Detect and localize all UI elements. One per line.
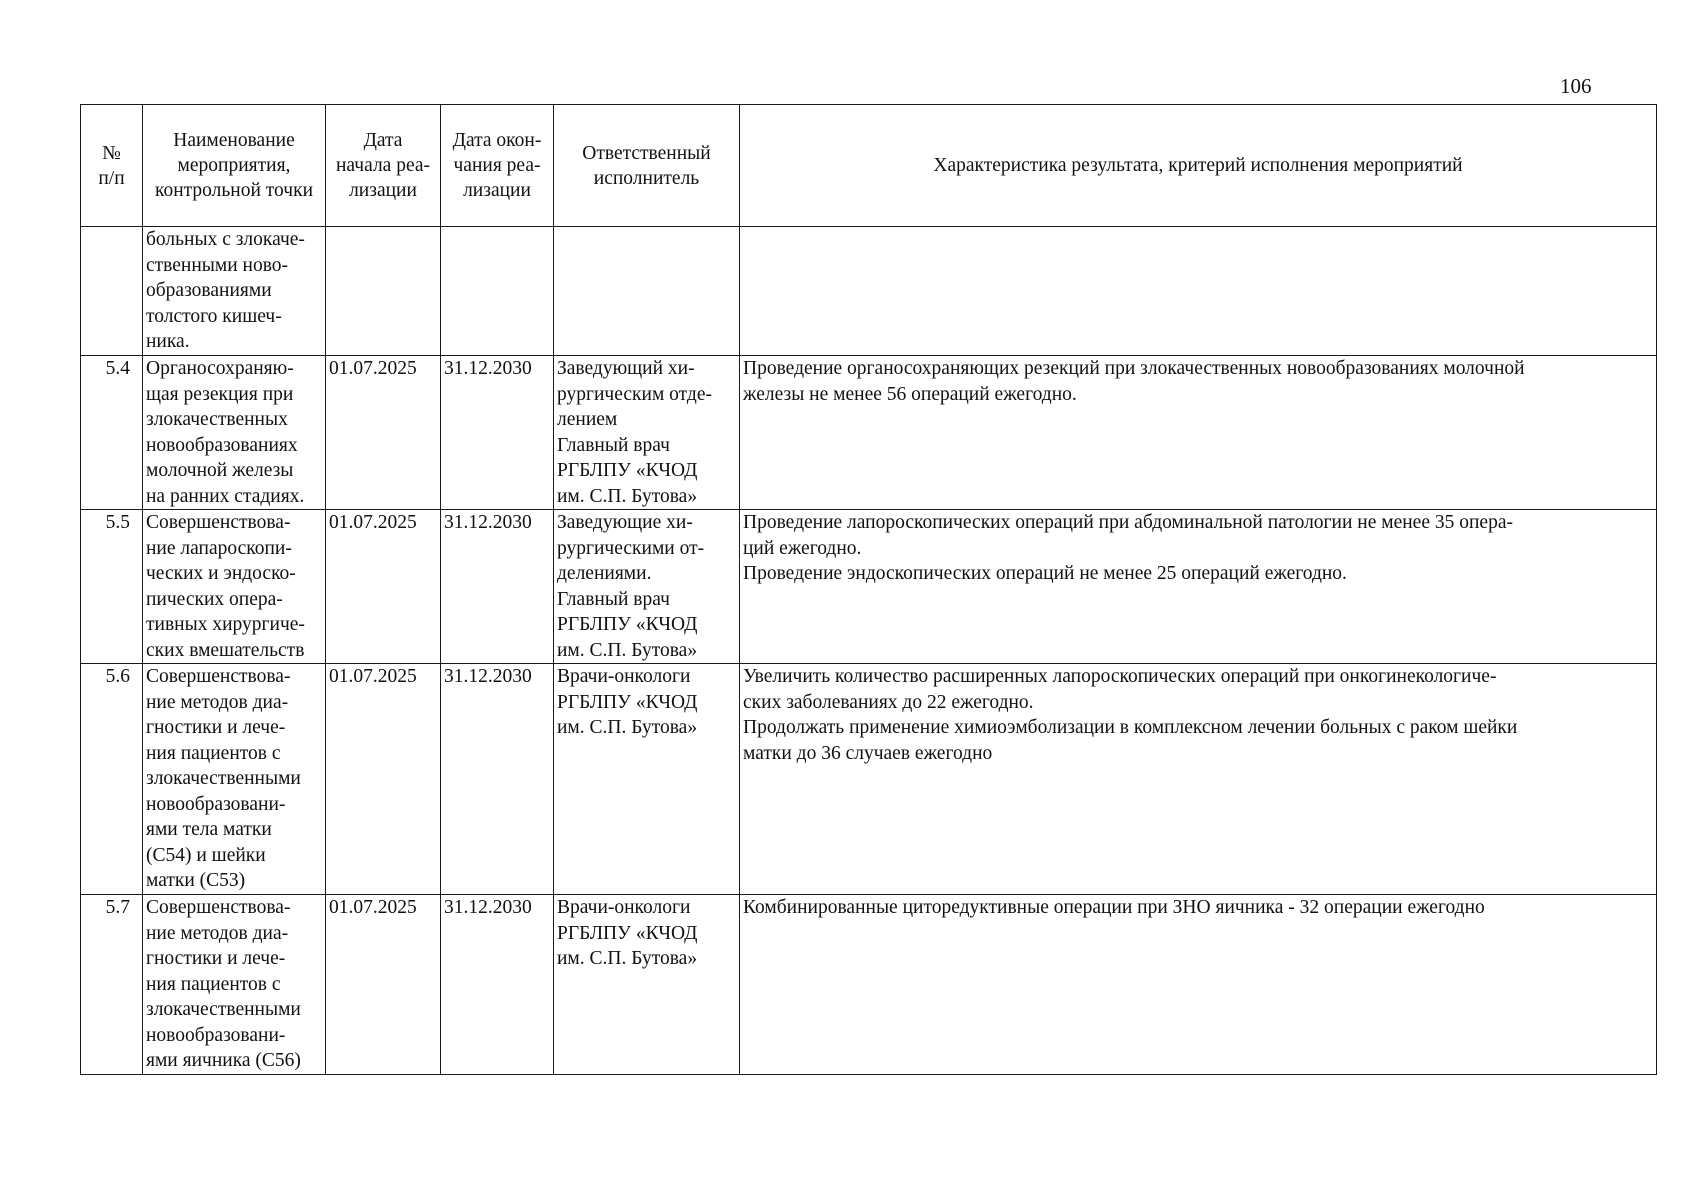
- cell-end: 31.12.2030: [441, 664, 554, 895]
- cell-start: 01.07.2025: [326, 510, 441, 664]
- cell-end: 31.12.2030: [441, 356, 554, 510]
- cell-num: 5.5: [81, 510, 143, 664]
- cell-name: Совершенствова- ние методов диа- гностики и лече- ния пациентов с злокачественными новообразовани- ями яичника (С56): [143, 895, 326, 1075]
- cell-end: 31.12.2030: [441, 895, 554, 1075]
- cell-start: 01.07.2025: [326, 664, 441, 895]
- cell-name: Совершенствова- ние методов диа- гностики и лече- ния пациентов с злокачественными новообразовани- ями тела матки (С54) и шейки матки (С53): [143, 664, 326, 895]
- page-number: 106: [1560, 74, 1592, 98]
- cell-start: [326, 227, 441, 356]
- cell-name: Совершенствова- ние лапароскопи- ческих и эндоско- пических опера- тивных хирургиче- ских вмешательств: [143, 510, 326, 664]
- cell-num: 5.4: [81, 356, 143, 510]
- cell-end: 31.12.2030: [441, 510, 554, 664]
- cell-num: 5.7: [81, 895, 143, 1075]
- cell-executor: Заведующие хи- рургическими от- делениями. Главный врач РГБЛПУ «КЧОД им. С.П. Бутова»: [554, 510, 740, 664]
- header-executor: Ответственный исполнитель: [554, 105, 740, 227]
- cell-executor: Заведующий хи- рургическим отде- лением Главный врач РГБЛПУ «КЧОД им. С.П. Бутова»: [554, 356, 740, 510]
- cell-name: больных с злокаче- ственными ново- образованиями толстого кишеч- ника.: [143, 227, 326, 356]
- cell-num: 5.6: [81, 664, 143, 895]
- header-name: Наименование мероприятия, контрольной точки: [143, 105, 326, 227]
- table-header-row: [81, 105, 1657, 227]
- header-end-date: Дата окон- чания реа- лизации: [441, 105, 554, 227]
- table-row-continuation: [81, 227, 1657, 356]
- header-result: Характеристика результата, критерий исполнения мероприятий: [740, 105, 1657, 227]
- cell-result: Комбинированные циторедуктивные операции при ЗНО яичника - 32 операции ежегодно: [740, 895, 1657, 1075]
- header-num: № п/п: [81, 105, 143, 227]
- table-row: [81, 356, 1657, 510]
- cell-end: [441, 227, 554, 356]
- table-row: [81, 895, 1657, 1075]
- cell-start: 01.07.2025: [326, 895, 441, 1075]
- cell-result: Проведение лапороскопических операций при абдоминальной патологии не менее 35 опера- ций ежегодно. Проведение эндоскопических операций не менее 25 операций ежегодно.: [740, 510, 1657, 664]
- cell-name: Органосохраняю- щая резекция при злокачественных новообразованиях молочной железы на ранних стадиях.: [143, 356, 326, 510]
- cell-result: Увеличить количество расширенных лапороскопических операций при онкогинекологиче- ских заболеваниях до 22 ежегодно. Продолжать применение химиоэмболизации в комплексном лечении больных с раком шейки матки до 36 случаев ежегодно: [740, 664, 1657, 895]
- cell-result: [740, 227, 1657, 356]
- cell-result: Проведение органосохраняющих резекций при злокачественных новообразованиях молочной железы не менее 56 операций ежегодно.: [740, 356, 1657, 510]
- cell-executor: Врачи-онкологи РГБЛПУ «КЧОД им. С.П. Бутова»: [554, 664, 740, 895]
- cell-executor: [554, 227, 740, 356]
- measures-table: [80, 104, 1657, 1075]
- table-row: [81, 664, 1657, 895]
- table-row: [81, 510, 1657, 664]
- cell-executor: Врачи-онкологи РГБЛПУ «КЧОД им. С.П. Бутова»: [554, 895, 740, 1075]
- cell-num: [81, 227, 143, 356]
- cell-start: 01.07.2025: [326, 356, 441, 510]
- header-start-date: Дата начала реа- лизации: [326, 105, 441, 227]
